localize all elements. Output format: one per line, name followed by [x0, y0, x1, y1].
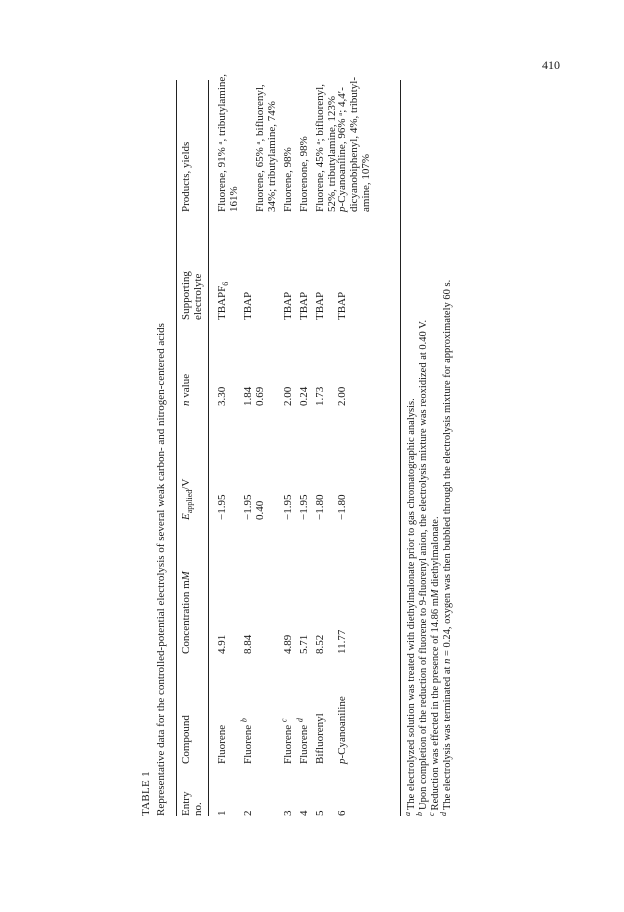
header-e-symbol: E — [180, 513, 192, 520]
cell-compound — [279, 672, 294, 764]
header-concentration-text: Concentration m — [180, 580, 192, 654]
electrolyte-name: TBAP — [298, 291, 310, 320]
compound-name: Fluorene — [298, 724, 310, 764]
header-e-applied — [180, 440, 195, 520]
n-value: 2.00 — [336, 386, 348, 406]
cell-n-value — [242, 346, 266, 406]
rotated-table-region — [140, 73, 476, 816]
cell-n-value — [336, 346, 348, 406]
cell-entry: 6 — [336, 810, 348, 816]
cell-products — [336, 74, 372, 212]
cell-compound — [295, 672, 310, 764]
cell-electrolyte — [282, 240, 294, 320]
header-electrolyte — [180, 240, 204, 320]
footnote: $^b$Upon completion of the reduction of fluorene to 9-fluorenyl anion, the electrolysis mixture was reoxidized at 0.40 V. — [414, 319, 429, 816]
footnote: $^c$Reduction was effected in the presence of 14.86 mM diethylmalonate. — [426, 516, 441, 816]
cell-e-applied — [216, 440, 228, 520]
table-caption: Representative data for the controlled-potential electrolysis of several weak carbon- and nitrogen-centered acids — [155, 323, 167, 816]
cell-concentration: 8.84 — [242, 634, 254, 654]
products-line: p-Cyanoaniline, 96% ᵃ; 4,4′- — [336, 87, 348, 212]
table-top-rule — [176, 80, 177, 816]
header-n-value — [180, 346, 192, 406]
compound-footnote-mark: b — [239, 718, 249, 723]
header-entry — [180, 776, 204, 816]
cell-concentration: 4.89 — [282, 634, 294, 654]
footnote-italic: M — [430, 589, 441, 599]
cell-entry: 5 — [314, 810, 326, 816]
cell-concentration: 8.52 — [314, 634, 326, 654]
header-products: Products, yields — [180, 141, 192, 212]
header-e-sub: applied — [185, 489, 195, 514]
n-value: 0.24 — [298, 386, 310, 406]
electrolyte-name: TBAP — [242, 291, 254, 320]
cell-compound — [336, 672, 348, 764]
n-value: 1.84 — [242, 386, 254, 406]
electrolyte-name: TBAP — [282, 291, 294, 320]
header-entry-line2: no. — [192, 802, 204, 816]
n-value: 1.73 — [314, 386, 326, 406]
electrolyte-sub: 6 — [221, 281, 231, 286]
products-prefix: p — [336, 206, 348, 212]
cell-electrolyte — [216, 240, 231, 320]
products-line: 161% — [228, 186, 240, 212]
footnote-mark: b — [414, 812, 424, 816]
cell-e-applied — [336, 440, 348, 520]
electrolyte-name: TBAPF — [216, 285, 228, 320]
cell-e-applied — [282, 440, 294, 520]
footnote-mark: c — [426, 812, 436, 816]
electrolyte-name: TBAP — [336, 291, 348, 320]
e-applied-value: −1.95 — [282, 494, 294, 520]
products-line: Fluorene, 65% ᵃ, bifluorenyl, — [254, 84, 266, 212]
cell-products — [242, 74, 278, 212]
e-applied-value: −1.95 — [216, 494, 228, 520]
cell-electrolyte — [314, 240, 326, 320]
cell-e-applied — [298, 440, 310, 520]
compound-footnote-mark: d — [295, 718, 305, 723]
header-entry-line1: Entry — [180, 791, 192, 816]
cell-n-value — [314, 346, 326, 406]
header-electrolyte-line2: electrolyte — [192, 273, 204, 320]
compound-name: -Cyanoaniline — [336, 696, 348, 759]
cell-entry: 3 — [282, 810, 294, 816]
cell-entry: 4 — [298, 810, 310, 816]
header-concentration — [180, 554, 192, 654]
products-line: amine, 107% — [360, 153, 372, 212]
table-bottom-rule — [400, 80, 401, 816]
electrolyte-name: TBAP — [314, 291, 326, 320]
header-n-symbol: n — [180, 400, 192, 406]
table-header-rule — [208, 80, 209, 816]
cell-products — [282, 74, 294, 212]
header-e-unit: /V — [180, 478, 192, 490]
cell-products — [314, 74, 338, 212]
header-n-rest: value — [180, 373, 192, 401]
e-applied-value: −1.80 — [314, 494, 326, 520]
products-line: 52%, tributylamine, 123% — [326, 95, 338, 212]
products-line: Fluorenone, 98% — [298, 136, 310, 212]
compound-name: Bifluorenyl — [314, 713, 326, 764]
cell-products — [298, 74, 310, 212]
products-line — [242, 74, 254, 212]
e-applied-value: −1.95 — [298, 494, 310, 520]
compound-name: Fluorene — [216, 724, 228, 764]
products-line: Fluorene, 45% ᵃ; bifluorenyl, — [314, 84, 326, 212]
cell-concentration: 4.91 — [216, 634, 228, 654]
cell-products — [216, 74, 240, 212]
header-electrolyte-line1: Supporting — [180, 271, 192, 320]
cell-concentration: 5.71 — [298, 634, 310, 654]
cell-n-value — [298, 346, 310, 406]
footnote: $^d$The electrolysis was terminated at n = 0.24, oxygen was then bubbled through the electrolysis mixture for approximately 60 s. — [438, 279, 453, 816]
cell-electrolyte — [242, 240, 254, 320]
compound-footnote-mark: c — [279, 718, 289, 723]
header-concentration-unit: M — [180, 571, 192, 581]
n-value: 3.30 — [216, 386, 228, 406]
cell-electrolyte — [336, 240, 348, 320]
products-line: 34%; tributylamine, 74% — [266, 101, 278, 212]
cell-electrolyte — [298, 240, 310, 320]
e-applied-value: 0.40 — [254, 500, 266, 520]
cell-entry: 1 — [216, 810, 228, 816]
products-line: dicyanobiphenyl, 4%, tributyl- — [348, 76, 360, 212]
footnote-italic: n — [442, 658, 453, 664]
footnote-mark: d — [438, 812, 448, 816]
cell-n-value — [282, 346, 294, 406]
n-value: 0.69 — [254, 386, 266, 406]
n-value: 2.00 — [282, 386, 294, 406]
compound-name: Fluorene — [282, 724, 294, 764]
cell-compound — [239, 672, 254, 764]
products-line: Fluorene, 91% ᵃ, tributylamine, — [216, 73, 228, 212]
footnote: $^a$The electrolyzed solution was treated with diethylmalonate prior to gas chromatographic analysis. — [402, 398, 417, 816]
cell-e-applied — [314, 440, 326, 520]
cell-e-applied — [242, 440, 266, 520]
table-label: TABLE 1 — [140, 771, 152, 816]
e-applied-value: −1.80 — [336, 494, 348, 520]
footnote-mark: a — [402, 812, 412, 816]
cell-n-value — [216, 346, 228, 406]
cell-entry: 2 — [242, 810, 254, 816]
header-compound: Compound — [180, 715, 192, 764]
compound-name: Fluorene — [242, 724, 254, 764]
products-line: Fluorene, 98% — [282, 147, 294, 212]
e-applied-value: −1.95 — [242, 494, 254, 520]
compound-prefix: p — [336, 758, 348, 764]
cell-compound — [314, 672, 326, 764]
cell-compound — [216, 672, 228, 764]
page-number: 410 — [542, 58, 560, 72]
cell-concentration: 11.77 — [336, 629, 348, 654]
